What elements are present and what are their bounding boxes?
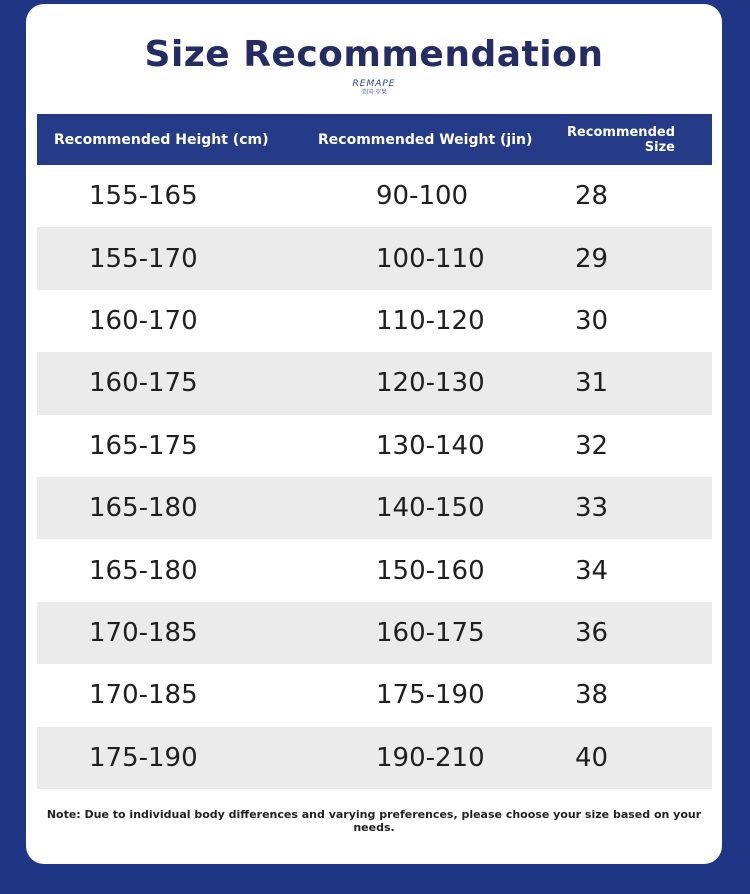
weight-cell: 190-210 — [318, 727, 533, 789]
height-cell: 170-185 — [37, 602, 318, 664]
table-row — [37, 290, 712, 352]
height-cell: 165-175 — [37, 415, 318, 477]
size-cell: 30 — [533, 290, 712, 352]
brand-logo — [26, 80, 722, 96]
weight-cell: 110-120 — [318, 290, 533, 352]
height-cell: 155-170 — [37, 227, 318, 289]
weight-cell: 175-190 — [318, 664, 533, 726]
header-height: Recommended Height (cm) — [37, 114, 318, 165]
size-cell: 31 — [533, 352, 712, 414]
size-cell: 38 — [533, 664, 712, 726]
page-title: Size Recommendation — [144, 34, 604, 75]
height-cell: 155-165 — [37, 165, 318, 227]
table-row — [37, 727, 712, 789]
footnote: Note: Due to individual body differences and varying preferences, please choose your size based on your needs. — [46, 808, 702, 834]
height-cell: 165-180 — [37, 539, 318, 601]
height-cell: 175-190 — [37, 727, 318, 789]
size-cell: 40 — [533, 727, 712, 789]
table-row — [37, 664, 712, 726]
header-size: Recommended Size — [533, 114, 712, 165]
brand-subtitle: 美国·苹果 — [361, 89, 387, 96]
size-cell: 29 — [533, 227, 712, 289]
size-cell: 28 — [533, 165, 712, 227]
size-cell: 32 — [533, 415, 712, 477]
size-cell: 34 — [533, 539, 712, 601]
size-chart-card — [26, 4, 722, 864]
weight-cell: 120-130 — [318, 352, 533, 414]
weight-cell: 100-110 — [318, 227, 533, 289]
table-header-row — [37, 114, 712, 165]
weight-cell: 90-100 — [318, 165, 533, 227]
brand-name: REMAPE — [352, 79, 396, 89]
table-row — [37, 415, 712, 477]
table-row — [37, 165, 712, 227]
size-cell: 36 — [533, 602, 712, 664]
table-row — [37, 227, 712, 289]
size-table — [37, 114, 712, 789]
height-cell: 165-180 — [37, 477, 318, 539]
weight-cell: 130-140 — [318, 415, 533, 477]
height-cell: 160-175 — [37, 352, 318, 414]
height-cell: 170-185 — [37, 664, 318, 726]
table-row — [37, 352, 712, 414]
table-row — [37, 539, 712, 601]
table-row — [37, 602, 712, 664]
weight-cell: 160-175 — [318, 602, 533, 664]
height-cell: 160-170 — [37, 290, 318, 352]
weight-cell: 140-150 — [318, 477, 533, 539]
header-weight: Recommended Weight (jin) — [318, 114, 533, 165]
weight-cell: 150-160 — [318, 539, 533, 601]
size-cell: 33 — [533, 477, 712, 539]
table-row — [37, 477, 712, 539]
